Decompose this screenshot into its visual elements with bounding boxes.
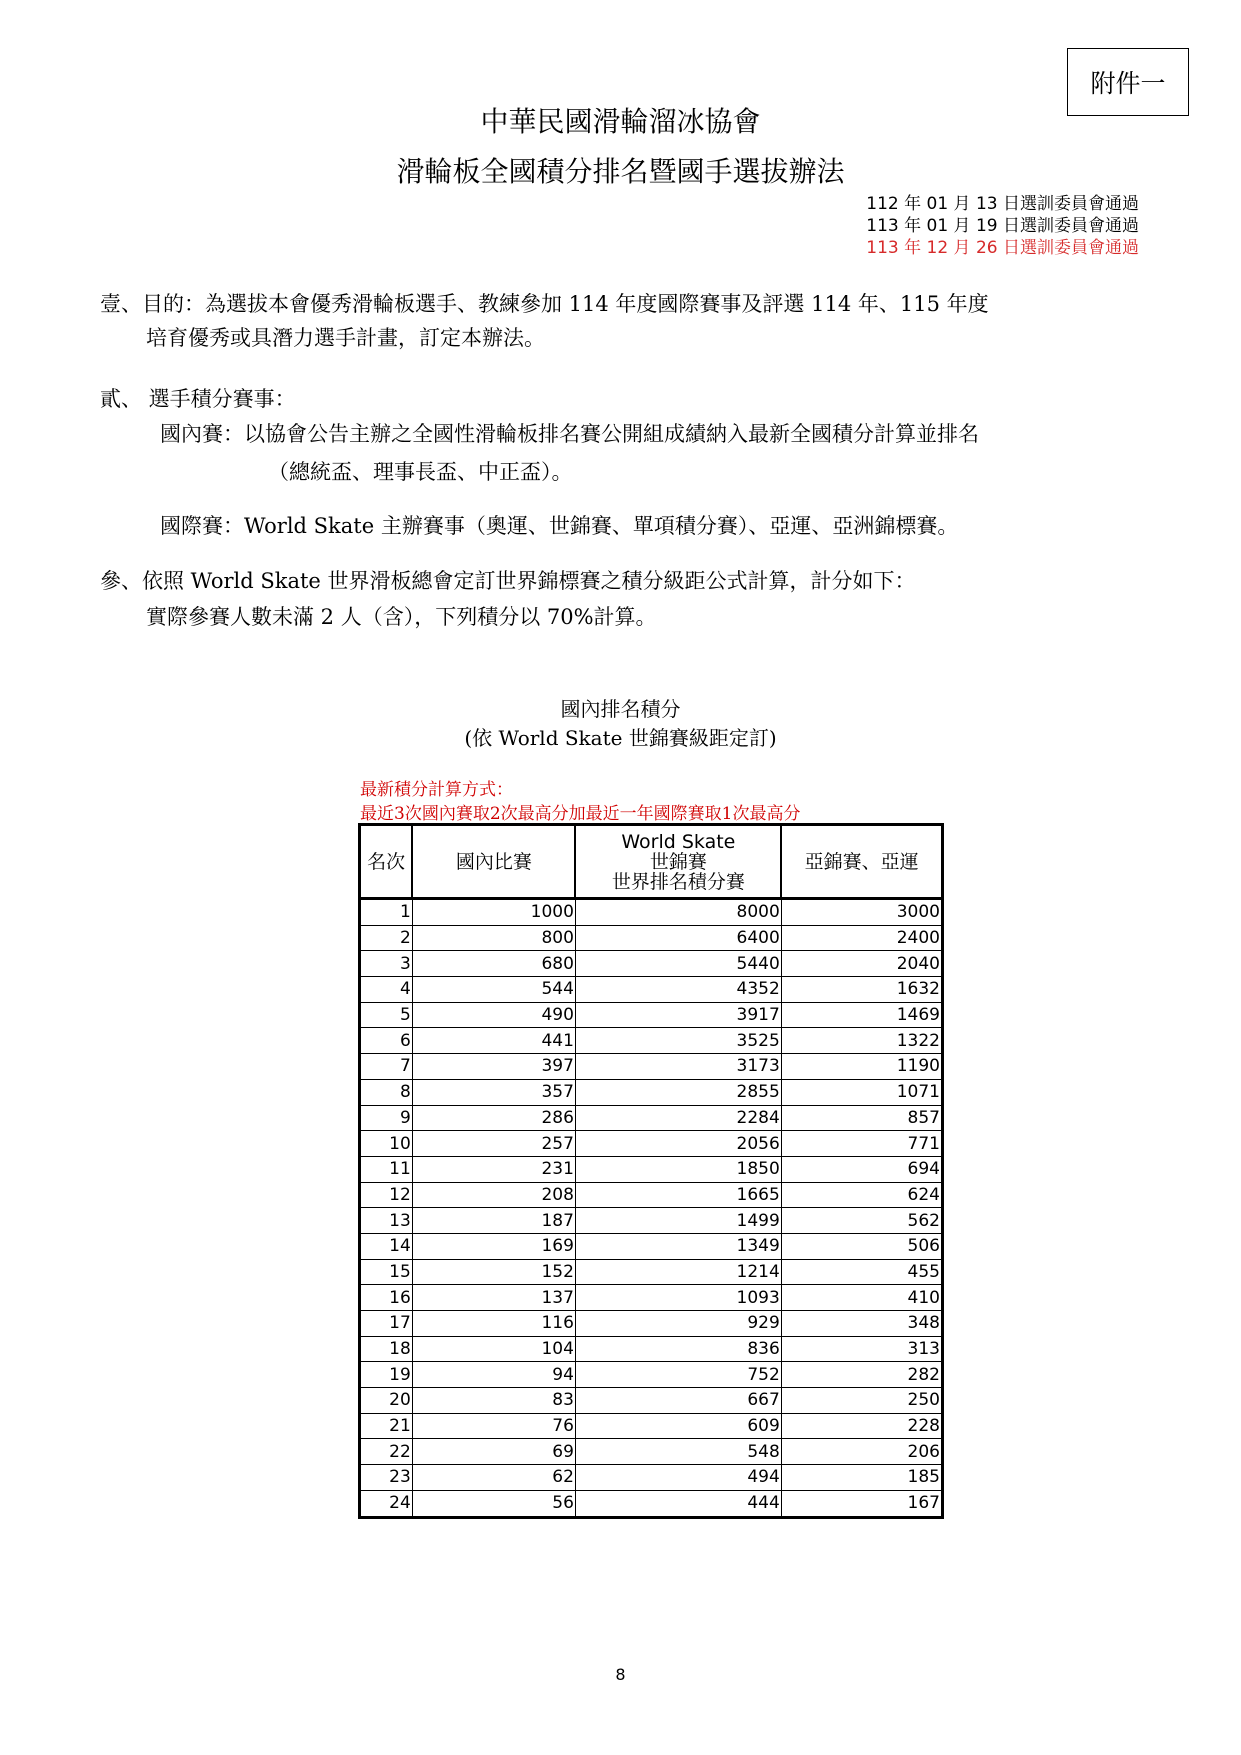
attachment-label: 附件一 (1067, 48, 1189, 116)
domestic-cell: 152 (412, 1259, 575, 1285)
table-row (360, 1388, 943, 1414)
asian-cell: 1071 (781, 1079, 942, 1105)
table-row (360, 1208, 943, 1234)
rank-cell: 23 (360, 1465, 413, 1491)
rank-cell: 9 (360, 1105, 413, 1131)
world-skate-cell: 1349 (575, 1233, 781, 1259)
section2-domestic-line2: （總統盃、理事長盃、中正盃）。 (268, 460, 573, 484)
section3-line2: 實際參賽人數未滿 2 人（含），下列積分以 70%計算。 (146, 605, 657, 629)
header-world-skate: World Skate 世錦賽 世界排名積分賽 (575, 825, 781, 899)
table-row (360, 1362, 943, 1388)
world-skate-cell: 3173 (575, 1054, 781, 1080)
header-domestic: 國內比賽 (412, 825, 575, 899)
rank-cell: 24 (360, 1490, 413, 1517)
world-skate-cell: 4352 (575, 977, 781, 1003)
world-skate-cell: 2284 (575, 1105, 781, 1131)
page-number: 8 (615, 1665, 626, 1684)
domestic-cell: 441 (412, 1028, 575, 1054)
domestic-cell: 62 (412, 1465, 575, 1491)
table-row (360, 1028, 943, 1054)
section2-domestic-line1: 國內賽：以協會公告主辦之全國性滑輪板排名賽公開組成績納入最新全國積分計算並排名 (160, 422, 979, 446)
asian-cell: 348 (781, 1311, 942, 1337)
asian-cell: 1469 (781, 1002, 942, 1028)
rank-cell: 21 (360, 1413, 413, 1439)
rank-cell: 13 (360, 1208, 413, 1234)
table-row (360, 1490, 943, 1517)
domestic-cell: 544 (412, 977, 575, 1003)
table-title: 國內排名積分 (560, 697, 681, 721)
domestic-cell: 231 (412, 1156, 575, 1182)
table-row (360, 1105, 943, 1131)
table-row (360, 1054, 943, 1080)
world-skate-cell: 1093 (575, 1285, 781, 1311)
domestic-cell: 69 (412, 1439, 575, 1465)
header-rank: 名次 (360, 825, 413, 899)
domestic-cell: 83 (412, 1388, 575, 1414)
asian-cell: 562 (781, 1208, 942, 1234)
asian-cell: 1322 (781, 1028, 942, 1054)
document-title: 中華民國滑輪溜冰協會 (480, 105, 761, 138)
approval-date-1: 112 年 01 月 13 日選訓委員會通過 (866, 194, 1139, 214)
domestic-cell: 1000 (412, 899, 575, 926)
points-table (358, 823, 944, 1519)
domestic-cell: 76 (412, 1413, 575, 1439)
table-row (360, 1131, 943, 1157)
table-subtitle: (依 World Skate 世錦賽級距定訂) (464, 726, 777, 750)
table-row (360, 1311, 943, 1337)
asian-cell: 313 (781, 1336, 942, 1362)
table-row (360, 1285, 943, 1311)
scoring-note-line2: 最近3次國內賽取2次最高分加最近一年國際賽取1次最高分 (360, 804, 801, 824)
table-row (360, 1079, 943, 1105)
asian-cell: 410 (781, 1285, 942, 1311)
rank-cell: 6 (360, 1028, 413, 1054)
domestic-cell: 116 (412, 1311, 575, 1337)
table-row (360, 1259, 943, 1285)
section1-line2: 培育優秀或具潛力選手計畫，訂定本辦法。 (146, 326, 545, 350)
rank-cell: 7 (360, 1054, 413, 1080)
table-row (360, 1336, 943, 1362)
asian-cell: 1190 (781, 1054, 942, 1080)
world-skate-cell: 3917 (575, 1002, 781, 1028)
table-row (360, 977, 943, 1003)
rank-cell: 1 (360, 899, 413, 926)
points-table-header (360, 825, 943, 899)
domestic-cell: 208 (412, 1182, 575, 1208)
domestic-cell: 800 (412, 925, 575, 951)
world-skate-cell: 3525 (575, 1028, 781, 1054)
domestic-cell: 357 (412, 1079, 575, 1105)
asian-cell: 228 (781, 1413, 942, 1439)
asian-cell: 694 (781, 1156, 942, 1182)
table-row (360, 925, 943, 951)
scoring-note-line1: 最新積分計算方式： (360, 780, 513, 800)
domestic-cell: 137 (412, 1285, 575, 1311)
asian-cell: 250 (781, 1388, 942, 1414)
domestic-cell: 286 (412, 1105, 575, 1131)
rank-cell: 10 (360, 1131, 413, 1157)
rank-cell: 4 (360, 977, 413, 1003)
table-row (360, 899, 943, 926)
world-skate-cell: 1214 (575, 1259, 781, 1285)
section1-line1: 壹、目的：為選拔本會優秀滑輪板選手、教練參加 114 年度國際賽事及評選 114 年、115 年度 (100, 292, 989, 316)
domestic-cell: 94 (412, 1362, 575, 1388)
domestic-cell: 257 (412, 1131, 575, 1157)
points-table-body (360, 899, 943, 1518)
rank-cell: 2 (360, 925, 413, 951)
domestic-cell: 169 (412, 1233, 575, 1259)
section2-heading: 貳、 選手積分賽事： (100, 387, 296, 411)
world-skate-cell: 1665 (575, 1182, 781, 1208)
asian-cell: 506 (781, 1233, 942, 1259)
approval-dates (866, 193, 1139, 259)
table-row (360, 1182, 943, 1208)
world-skate-cell: 929 (575, 1311, 781, 1337)
world-skate-cell: 1850 (575, 1156, 781, 1182)
domestic-cell: 187 (412, 1208, 575, 1234)
asian-cell: 455 (781, 1259, 942, 1285)
table-row (360, 1233, 943, 1259)
domestic-cell: 680 (412, 951, 575, 977)
rank-cell: 8 (360, 1079, 413, 1105)
approval-date-3: 113 年 12 月 26 日選訓委員會通過 (866, 238, 1139, 258)
document-subtitle: 滑輪板全國積分排名暨國手選拔辦法 (396, 155, 845, 188)
world-skate-cell: 667 (575, 1388, 781, 1414)
section2-international: 國際賽：World Skate 主辦賽事（奧運、世錦賽、單項積分賽）、亞運、亞洲錦標賽。 (160, 514, 959, 538)
world-skate-cell: 2056 (575, 1131, 781, 1157)
world-skate-cell: 444 (575, 1490, 781, 1517)
asian-cell: 2040 (781, 951, 942, 977)
table-row (360, 1465, 943, 1491)
asian-cell: 185 (781, 1465, 942, 1491)
domestic-cell: 490 (412, 1002, 575, 1028)
world-skate-cell: 5440 (575, 951, 781, 977)
rank-cell: 15 (360, 1259, 413, 1285)
asian-cell: 857 (781, 1105, 942, 1131)
rank-cell: 19 (360, 1362, 413, 1388)
rank-cell: 18 (360, 1336, 413, 1362)
world-skate-cell: 1499 (575, 1208, 781, 1234)
domestic-cell: 397 (412, 1054, 575, 1080)
asian-cell: 3000 (781, 899, 942, 926)
world-skate-cell: 8000 (575, 899, 781, 926)
world-skate-cell: 836 (575, 1336, 781, 1362)
asian-cell: 1632 (781, 977, 942, 1003)
world-skate-cell: 752 (575, 1362, 781, 1388)
table-row (360, 1439, 943, 1465)
section3-line1: 參、依照 World Skate 世界滑板總會定訂世界錦標賽之積分級距公式計算，計分如下： (100, 569, 916, 593)
table-row (360, 1156, 943, 1182)
table-row (360, 1002, 943, 1028)
table-row (360, 1413, 943, 1439)
asian-cell: 2400 (781, 925, 942, 951)
world-skate-cell: 494 (575, 1465, 781, 1491)
rank-cell: 16 (360, 1285, 413, 1311)
world-skate-cell: 548 (575, 1439, 781, 1465)
asian-cell: 282 (781, 1362, 942, 1388)
header-asian: 亞錦賽、亞運 (781, 825, 942, 899)
domestic-cell: 104 (412, 1336, 575, 1362)
rank-cell: 12 (360, 1182, 413, 1208)
approval-date-2: 113 年 01 月 19 日選訓委員會通過 (866, 216, 1139, 236)
asian-cell: 167 (781, 1490, 942, 1517)
table-row (360, 951, 943, 977)
asian-cell: 206 (781, 1439, 942, 1465)
world-skate-cell: 2855 (575, 1079, 781, 1105)
asian-cell: 771 (781, 1131, 942, 1157)
rank-cell: 20 (360, 1388, 413, 1414)
world-skate-cell: 6400 (575, 925, 781, 951)
domestic-cell: 56 (412, 1490, 575, 1517)
world-skate-cell: 609 (575, 1413, 781, 1439)
rank-cell: 3 (360, 951, 413, 977)
rank-cell: 22 (360, 1439, 413, 1465)
rank-cell: 5 (360, 1002, 413, 1028)
rank-cell: 14 (360, 1233, 413, 1259)
rank-cell: 17 (360, 1311, 413, 1337)
asian-cell: 624 (781, 1182, 942, 1208)
rank-cell: 11 (360, 1156, 413, 1182)
